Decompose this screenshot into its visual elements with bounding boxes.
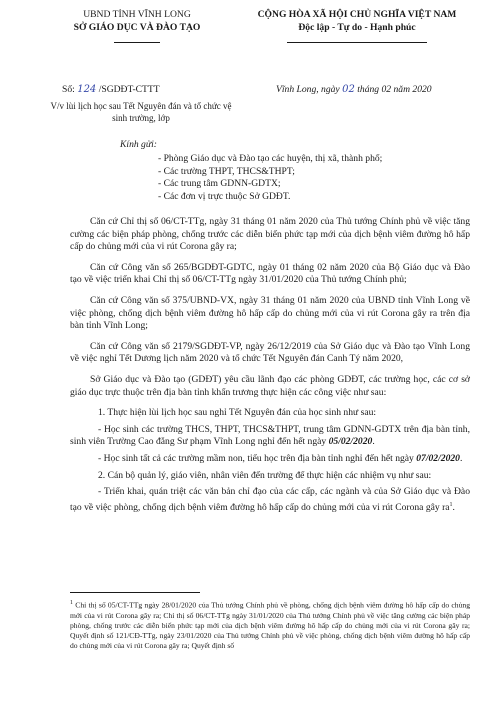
recipient-item: - Các đơn vị trực thuộc Sở GDĐT.: [158, 190, 291, 202]
item-1b-text: - Học sinh tất cả các trường mầm non, tiểu học trên địa bàn tỉnh nghỉ đến hết ngày: [98, 452, 417, 464]
national-title-block: [232, 8, 482, 47]
body-paragraph: Căn cứ Công văn số 2179/SGDĐT-VP, ngày 26/12/2019 của Sở Giáo dục và Đào tạo Vĩnh Long về việc nghỉ Tết Dương lịch năm 2020 và tổ chức Tết Nguyên đán Canh Tý năm 2020,: [70, 340, 470, 365]
footnote: [70, 598, 470, 652]
body-paragraph: Sở Giáo dục và Đào tạo (GDĐT) yêu cầu lãnh đạo các phòng GDĐT, các trường học, các cơ sở giáo dục trực thuộc trên địa bàn tỉnh khẩn trương thực hiện các công việc như sau:: [70, 373, 470, 398]
footnote-divider: [70, 592, 200, 593]
item-1a-date: 05/02/2020: [328, 436, 373, 448]
number-prefix: Số:: [62, 84, 78, 95]
org-parent: UBND TỈNH VĨNH LONG: [83, 9, 191, 20]
body-paragraph: Căn cứ Chỉ thị số 06/CT-TTg, ngày 31 tháng 01 năm 2020 của Thủ tướng Chính phủ về việc tăng cường các biện pháp phòng, chống trước các diễn biến phức tạp mới của dịch bệnh viêm đường hô hấp cấp do chủng mới của vi rút Corona gây ra;: [70, 216, 470, 253]
kinh-gui-label: Kính gửi:: [120, 139, 157, 150]
date-prefix: Vĩnh Long, ngày: [276, 84, 343, 95]
org-name: SỞ GIÁO DỤC VÀ ĐÀO TẠO: [73, 22, 201, 33]
date-suffix: tháng 02 năm 2020: [354, 84, 432, 95]
item-1a-text: - Học sinh các trường THCS, THPT, THCS&THPT, trung tâm GDNN-GDTX trên địa bàn tỉnh, sinh viên Trường Cao đẳng Sư phạm Vĩnh Long nghỉ đến hết ngày: [70, 423, 470, 448]
nation-title: CỘNG HÒA XÃ HỘI CHỦ NGHĨA VIỆT NAM: [257, 9, 457, 20]
document-body: [70, 216, 470, 518]
item-1: 1. Thực hiện lùi lịch học sau nghỉ Tết Nguyên đán của học sinh như sau:: [98, 407, 377, 419]
body-paragraph: Căn cứ Công văn số 375/UBND-VX, ngày 31 tháng 01 năm 2020 của UBND tỉnh Vĩnh Long về việc phòng, chống dịch bệnh viêm đường hô hấp cấp do chủng mới của vi rút Corona gây ra trên địa bàn tỉnh Vĩnh Long;: [70, 294, 470, 332]
item-1a: - Học sinh các trường THCS, THPT, THCS&THPT, trung tâm GDNN-GDTX trên địa bàn tỉnh, sinh viên Trường Cao đẳng Sư phạm Vĩnh Long nghỉ đến hết ngày 05/02/2020.: [70, 423, 470, 448]
document-number: [62, 84, 160, 95]
org-underline: [114, 42, 160, 43]
recipient-item: - Các trung tâm GDNN-GDTX;: [158, 178, 281, 189]
recipient-item: - Các trường THPT, THCS&THPT;: [158, 165, 295, 177]
item-1b: - Học sinh tất cả các trường mầm non, tiểu học trên địa bàn tỉnh nghỉ đến hết ngày 07/02/2020.: [98, 452, 463, 464]
footnote-text: Chỉ thị số 05/CT-TTg ngày 28/01/2020 của Thủ tướng Chính phủ về phòng, chống dịch bệnh viêm đường hô hấp cấp do chủng mới của vi rút Corona gây ra; Chỉ thị số 06/CT-TTg ngày 31/01/2020 của Thủ tướng Chính phủ về việc tăng cường các biện pháp phòng, chống trước các diễn biến phức tạp mới của dịch bệnh viêm đường hô hấp cấp do chủng mới của vi rút Corona gây ra; Quyết định số 121/CĐ-TTg, ngày 23/01/2020 của Thủ tướng Chính phủ về việc phòng, chống dịch bệnh viêm đường hô hấp cấp do chủng mới của vi rút Corona gây ra; Quyết định số: [70, 600, 470, 651]
item-1b-date: 07/02/2020: [416, 452, 460, 464]
issuing-authority-block: [52, 8, 222, 47]
document-date: [276, 84, 432, 95]
recipient-list: [158, 153, 478, 203]
recipient-item: - Phòng Giáo dục và Đào tạo các huyện, thị xã, thành phố;: [158, 153, 383, 164]
date-handwritten: 02: [342, 84, 355, 95]
footnote-ref: 1: [449, 501, 453, 508]
document-subject: V/v lùi lịch học sau Tết Nguyên đán và tổ chức vệ sinh trường, lớp: [50, 101, 232, 123]
footnote-marker: 1: [70, 600, 73, 606]
item-2a-text: - Triển khai, quán triệt các văn bản chỉ đạo của các cấp, các ngành và của Sở Giáo dục và Đào tạo về việc phòng, chống dịch bệnh viêm đường hô hấp cấp do chủng mới của vi rút Corona gây ra: [70, 486, 470, 513]
item-2: 2. Cán bộ quản lý, giáo viên, nhân viên đến trường để thực hiện các nhiệm vụ như sau:: [98, 469, 432, 481]
item-2a: - Triển khai, quán triệt các văn bản chỉ đạo của các cấp, các ngành và của Sở Giáo dục và Đào tạo về việc phòng, chống dịch bệnh viêm đường hô hấp cấp do chủng mới của vi rút Corona gây $ra^1$.: [70, 486, 470, 513]
body-paragraph: Căn cứ Công văn số 265/BGDĐT-GDTC, ngày 01 tháng 02 năm 2020 của Bộ Giáo dục và Đào tạo về việc triển khai Chỉ thị số 06/CT-TTg ngày 31/01/2020 của Thủ tướng Chính phủ;: [70, 261, 470, 286]
number-suffix: /SGDĐT-CTTT: [96, 84, 160, 95]
number-handwritten: 124: [77, 84, 97, 95]
motto-underline: [287, 42, 427, 43]
motto: Độc lập - Tự do - Hạnh phúc: [298, 22, 416, 33]
